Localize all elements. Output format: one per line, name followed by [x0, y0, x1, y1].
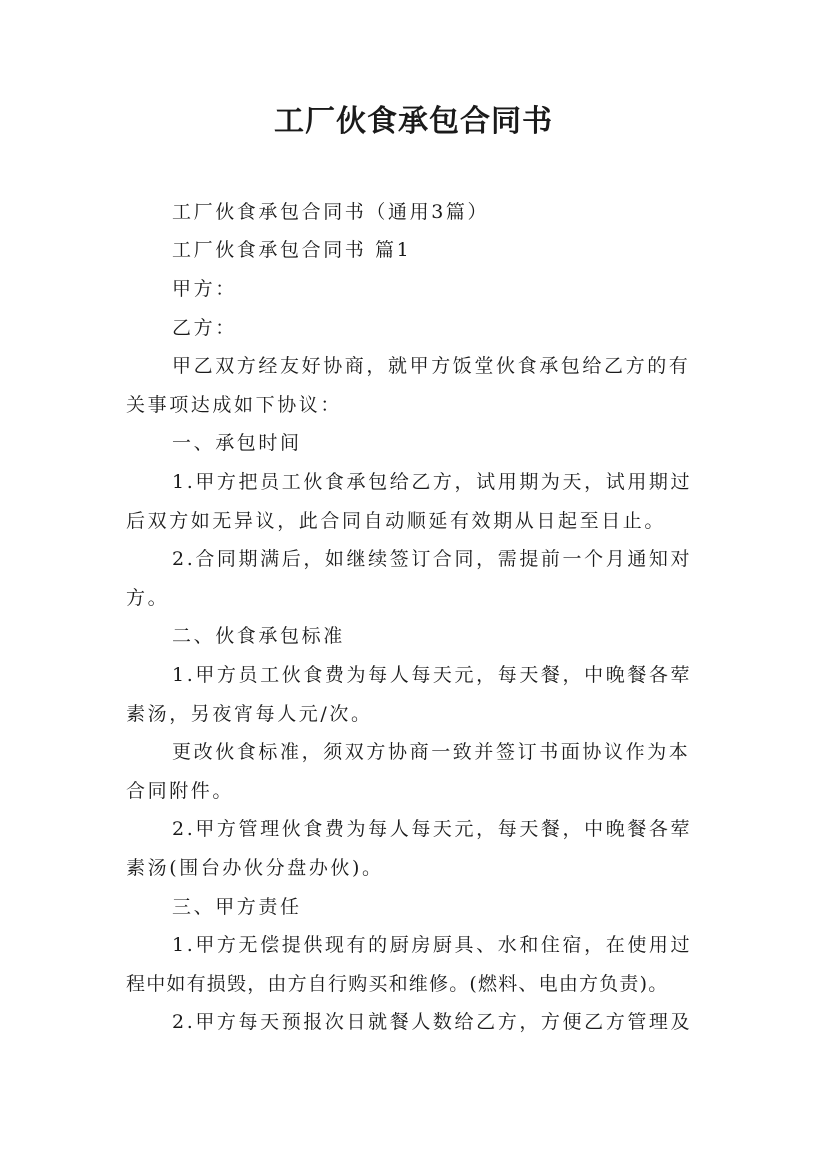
text-line: 合同附件。 [126, 780, 235, 802]
text-line: 方。 [126, 587, 170, 609]
text-line: 素汤(围台办伙分盘办伙)。 [126, 857, 384, 879]
text-line: 工厂伙食承包合同书 篇1 [172, 239, 412, 261]
text-line: 工厂伙食承包合同书（通用3篇） [172, 201, 490, 223]
document-title: 工厂伙食承包合同书 [274, 104, 553, 139]
text-line: 更改伙食标准，须双方协商一致并签订书面协议作为本 [172, 741, 691, 763]
text-line: 2.甲方管理伙食费为每人每天元，每天餐，中晚餐各荤 [172, 818, 693, 840]
text-line: 1.甲方无偿提供现有的厨房厨具、水和住宿，在使用过 [172, 934, 693, 956]
text-line: 关事项达成如下协议： [126, 394, 343, 416]
text-line: 甲方： [172, 278, 237, 300]
text-line: 甲乙双方经友好协商，就甲方饭堂伙食承包给乙方的有 [172, 355, 691, 377]
text-line: 1.甲方员工伙食费为每人每天元，每天餐，中晚餐各荤 [172, 664, 693, 686]
text-line: 2.合同期满后，如继续签订合同，需提前一个月通知对 [172, 548, 693, 570]
text-line: 乙方： [172, 317, 237, 339]
section-heading: 三、甲方责任 [172, 896, 302, 918]
text-line: 素汤，另夜宵每人元/次。 [126, 703, 373, 725]
section-heading: 二、伙食承包标准 [172, 625, 345, 647]
text-line: 1.甲方把员工伙食承包给乙方，试用期为天，试用期过 [172, 471, 693, 493]
text-line: 2.甲方每天预报次日就餐人数给乙方，方便乙方管理及 [172, 1011, 693, 1033]
section-heading: 一、承包时间 [172, 432, 302, 454]
text-line: 程中如有损毁，由方自行购买和维修。(燃料、电由方负责)。 [126, 973, 669, 995]
text-line: 后双方如无异议，此合同自动顺延有效期从日起至日止。 [126, 510, 667, 532]
